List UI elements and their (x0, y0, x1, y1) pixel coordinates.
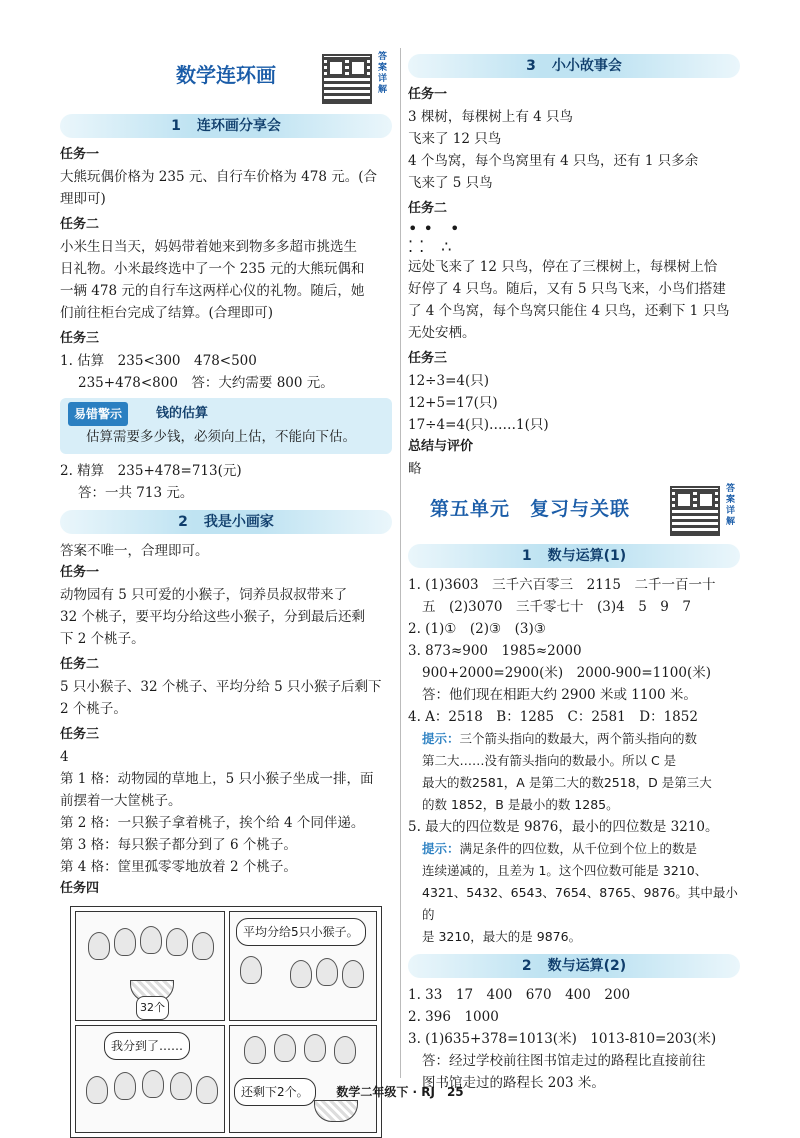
answer-text: 900+2000=2900(米) 2000-900=1100(米) (422, 665, 712, 681)
answer-text: 大熊玩偶价格为 235 元、自行车价格为 478 元。(合 (60, 169, 377, 185)
speech-bubble: 我分到了…… (104, 1032, 190, 1060)
answer-text: 2 个桃子。 (60, 701, 127, 717)
answer-text: 4. A：2518 B：1285 C：2581 D：1852 (408, 709, 698, 725)
basket-icon (314, 1100, 358, 1122)
unit-title-row (408, 480, 740, 540)
answer-text: 一辆 478 元的自行车这两样心仪的礼物。随后，她 (60, 283, 365, 299)
answer-text: 1. (1)3603 三千六百零三 2115 二千一百一十 (408, 577, 716, 593)
answer-text: 动物园有 5 只可爱的小猴子，饲养员叔叔带来了 (60, 587, 348, 603)
warning-box (60, 398, 392, 454)
right-column (408, 50, 740, 1094)
dot-diagram: •• • ⁚⁚ ∴ (408, 219, 466, 256)
warning-title: 钱的估算 (156, 406, 209, 421)
comic-panel-3 (75, 1025, 225, 1133)
answer-text: 们前往柜台完成了结算。(合理即可) (60, 305, 274, 321)
answer-text: 答：他们现在相距大约 2900 米或 1100 米。 (422, 687, 697, 703)
answer-text: 3 棵树，每棵树上有 4 只鸟 (408, 109, 574, 125)
answer-text: 12÷3=4(只) (408, 373, 490, 389)
task-heading: 任务三 (60, 331, 100, 346)
section-header-1: 1 连环画分享会 (60, 114, 392, 138)
answer-text: 1. 估算 235<300 478<500 (60, 353, 257, 369)
summary-heading: 总结与评价 (408, 439, 474, 454)
hint-label: 提示： (422, 841, 460, 856)
answer-text: 32 个桃子，要平均分给这些小猴子，分到最后还剩 (60, 609, 365, 625)
answer-text: 5. 最大的四位数是 9876，最小的四位数是 3210。 (408, 819, 719, 835)
answer-text: 了 4 个鸟窝，每个鸟窝只能住 4 只鸟，还剩下 1 只鸟 (408, 303, 730, 319)
hint-block: 提示：三个箭头指向的数最大，两个箭头指向的数 第二大……没有箭头指向的数最小。所以 C 是 最大的数2581，A 是第二大的数2518，D 是第三大 的数 1852，B 是最小的数 1285。 (422, 731, 712, 812)
answer-text: 好停了 4 只鸟。随后，又有 5 只鸟飞来，小鸟们搭建 (408, 281, 726, 297)
task-heading: 任务一 (60, 565, 100, 580)
answer-text: 五 (2)3070 三千零七十 (3)4 5 9 7 (422, 599, 691, 615)
section-header-2: 2 我是小画家 (60, 510, 392, 534)
answer-text: 略 (408, 461, 422, 477)
column-divider (400, 48, 401, 1078)
answer-text: 235+478<800 答：大约需要 800 元。 (78, 375, 334, 391)
answer-text: 12+5=17(只) (408, 395, 498, 411)
qr-label: 答 案 详 解 (378, 52, 388, 95)
answer-text: 小米生日当天，妈妈带着她来到物多多超市挑选生 (60, 239, 357, 255)
answer-text: 远处飞来了 12 只鸟，停在了三棵树上，每棵树上恰 (408, 259, 718, 275)
speech-bubble: 还剩下2个。 (234, 1078, 316, 1106)
answer-text: 无处安栖。 (408, 325, 476, 341)
task-heading: 任务一 (60, 147, 100, 162)
answer-text: 2. 精算 235+478=713(元) (60, 463, 242, 479)
answer-text: 第 2 格：一只猴子拿着桃子，挨个给 4 个同伴递。 (60, 815, 365, 831)
comic-strip (70, 906, 382, 1138)
comic-panel-2 (229, 911, 377, 1021)
answer-text: 图书馆走过的路程长 203 米。 (422, 1075, 605, 1091)
task-heading: 任务二 (408, 201, 448, 216)
answer-text: 3. 873≈900 1985≈2000 (408, 643, 582, 659)
answer-text: 答案不唯一，合理即可。 (60, 543, 209, 559)
section-header-4: 1 数与运算(1) (408, 544, 740, 568)
speech-bubble: 平均分给5只小猴子。 (236, 918, 366, 946)
comic-panel-4 (229, 1025, 377, 1133)
qr-label: 答 案 详 解 (726, 484, 736, 527)
answer-text: 答：一共 713 元。 (78, 485, 194, 501)
warning-text: 估算需要多少钱，必须向上估，不能向下估。 (86, 429, 356, 445)
qr-code-icon (322, 54, 372, 104)
hint-block: 提示：满足条件的四位数，从千位到个位上的数是 连续递减的，且差为 1。这个四位数可能是 3210、 4321、5432、6543、7654、8765、9876。其中最小的 是 3210，最大的是 9876。 (422, 841, 738, 944)
answer-text: 飞来了 12 只鸟 (408, 131, 502, 147)
answer-text: 理即可) (60, 191, 106, 207)
task-heading: 任务四 (60, 881, 100, 896)
answer-text: 飞来了 5 只鸟 (408, 175, 493, 191)
comic-panel-1 (75, 911, 225, 1021)
answer-text: 答：经过学校前往图书馆走过的路程比直接前往 (422, 1053, 706, 1069)
task-heading: 任务二 (60, 657, 100, 672)
answer-text: 前摆着一大筐桃子。 (60, 793, 182, 809)
left-column (60, 50, 392, 1138)
answer-text: 日礼物。小米最终选中了一个 235 元的大熊玩偶和 (60, 261, 365, 277)
answer-text: 5 只小猴子、32 个桃子、平均分给 5 只小猴子后剩下 (60, 679, 382, 695)
page-footer: 数学二年级下 · RJ 25 (336, 1085, 464, 1099)
answer-text: 3. (1)635+378=1013(米) 1013-810=203(米) (408, 1031, 717, 1047)
answer-text: 4 (60, 749, 69, 765)
hint-label: 提示： (422, 731, 460, 746)
answer-text: 2. 396 1000 (408, 1009, 499, 1025)
answer-text: 17÷4=4(只)……1(只) (408, 417, 549, 433)
answer-text: 2. (1)① (2)③ (3)③ (408, 621, 546, 637)
chapter-title: 数学连环画 (176, 63, 276, 87)
answer-text: 第 4 格：筐里孤零零地放着 2 个桃子。 (60, 859, 297, 875)
task-heading: 任务二 (60, 217, 100, 232)
qr-code-icon (670, 486, 720, 536)
section-header-3: 3 小小故事会 (408, 54, 740, 78)
comic-label: 32个 (136, 996, 169, 1020)
task-heading: 任务三 (408, 351, 448, 366)
answer-text: 4 个鸟窝，每个鸟窝里有 4 只鸟，还有 1 只多余 (408, 153, 699, 169)
warning-label: 易错警示 (68, 402, 128, 426)
answer-text: 下 2 个桃子。 (60, 631, 145, 647)
task-heading: 任务三 (60, 727, 100, 742)
answer-text: 第 1 格：动物园的草地上，5 只小猴子坐成一排，面 (60, 771, 374, 787)
answer-text: 1. 33 17 400 670 400 200 (408, 987, 631, 1003)
task-heading: 任务一 (408, 87, 448, 102)
section-header-5: 2 数与运算(2) (408, 954, 740, 978)
unit-title: 第五单元 复习与关联 (430, 498, 631, 520)
answer-text: 第 3 格：每只猴子都分到了 6 个桃子。 (60, 837, 297, 853)
chapter-title-row (60, 50, 392, 110)
